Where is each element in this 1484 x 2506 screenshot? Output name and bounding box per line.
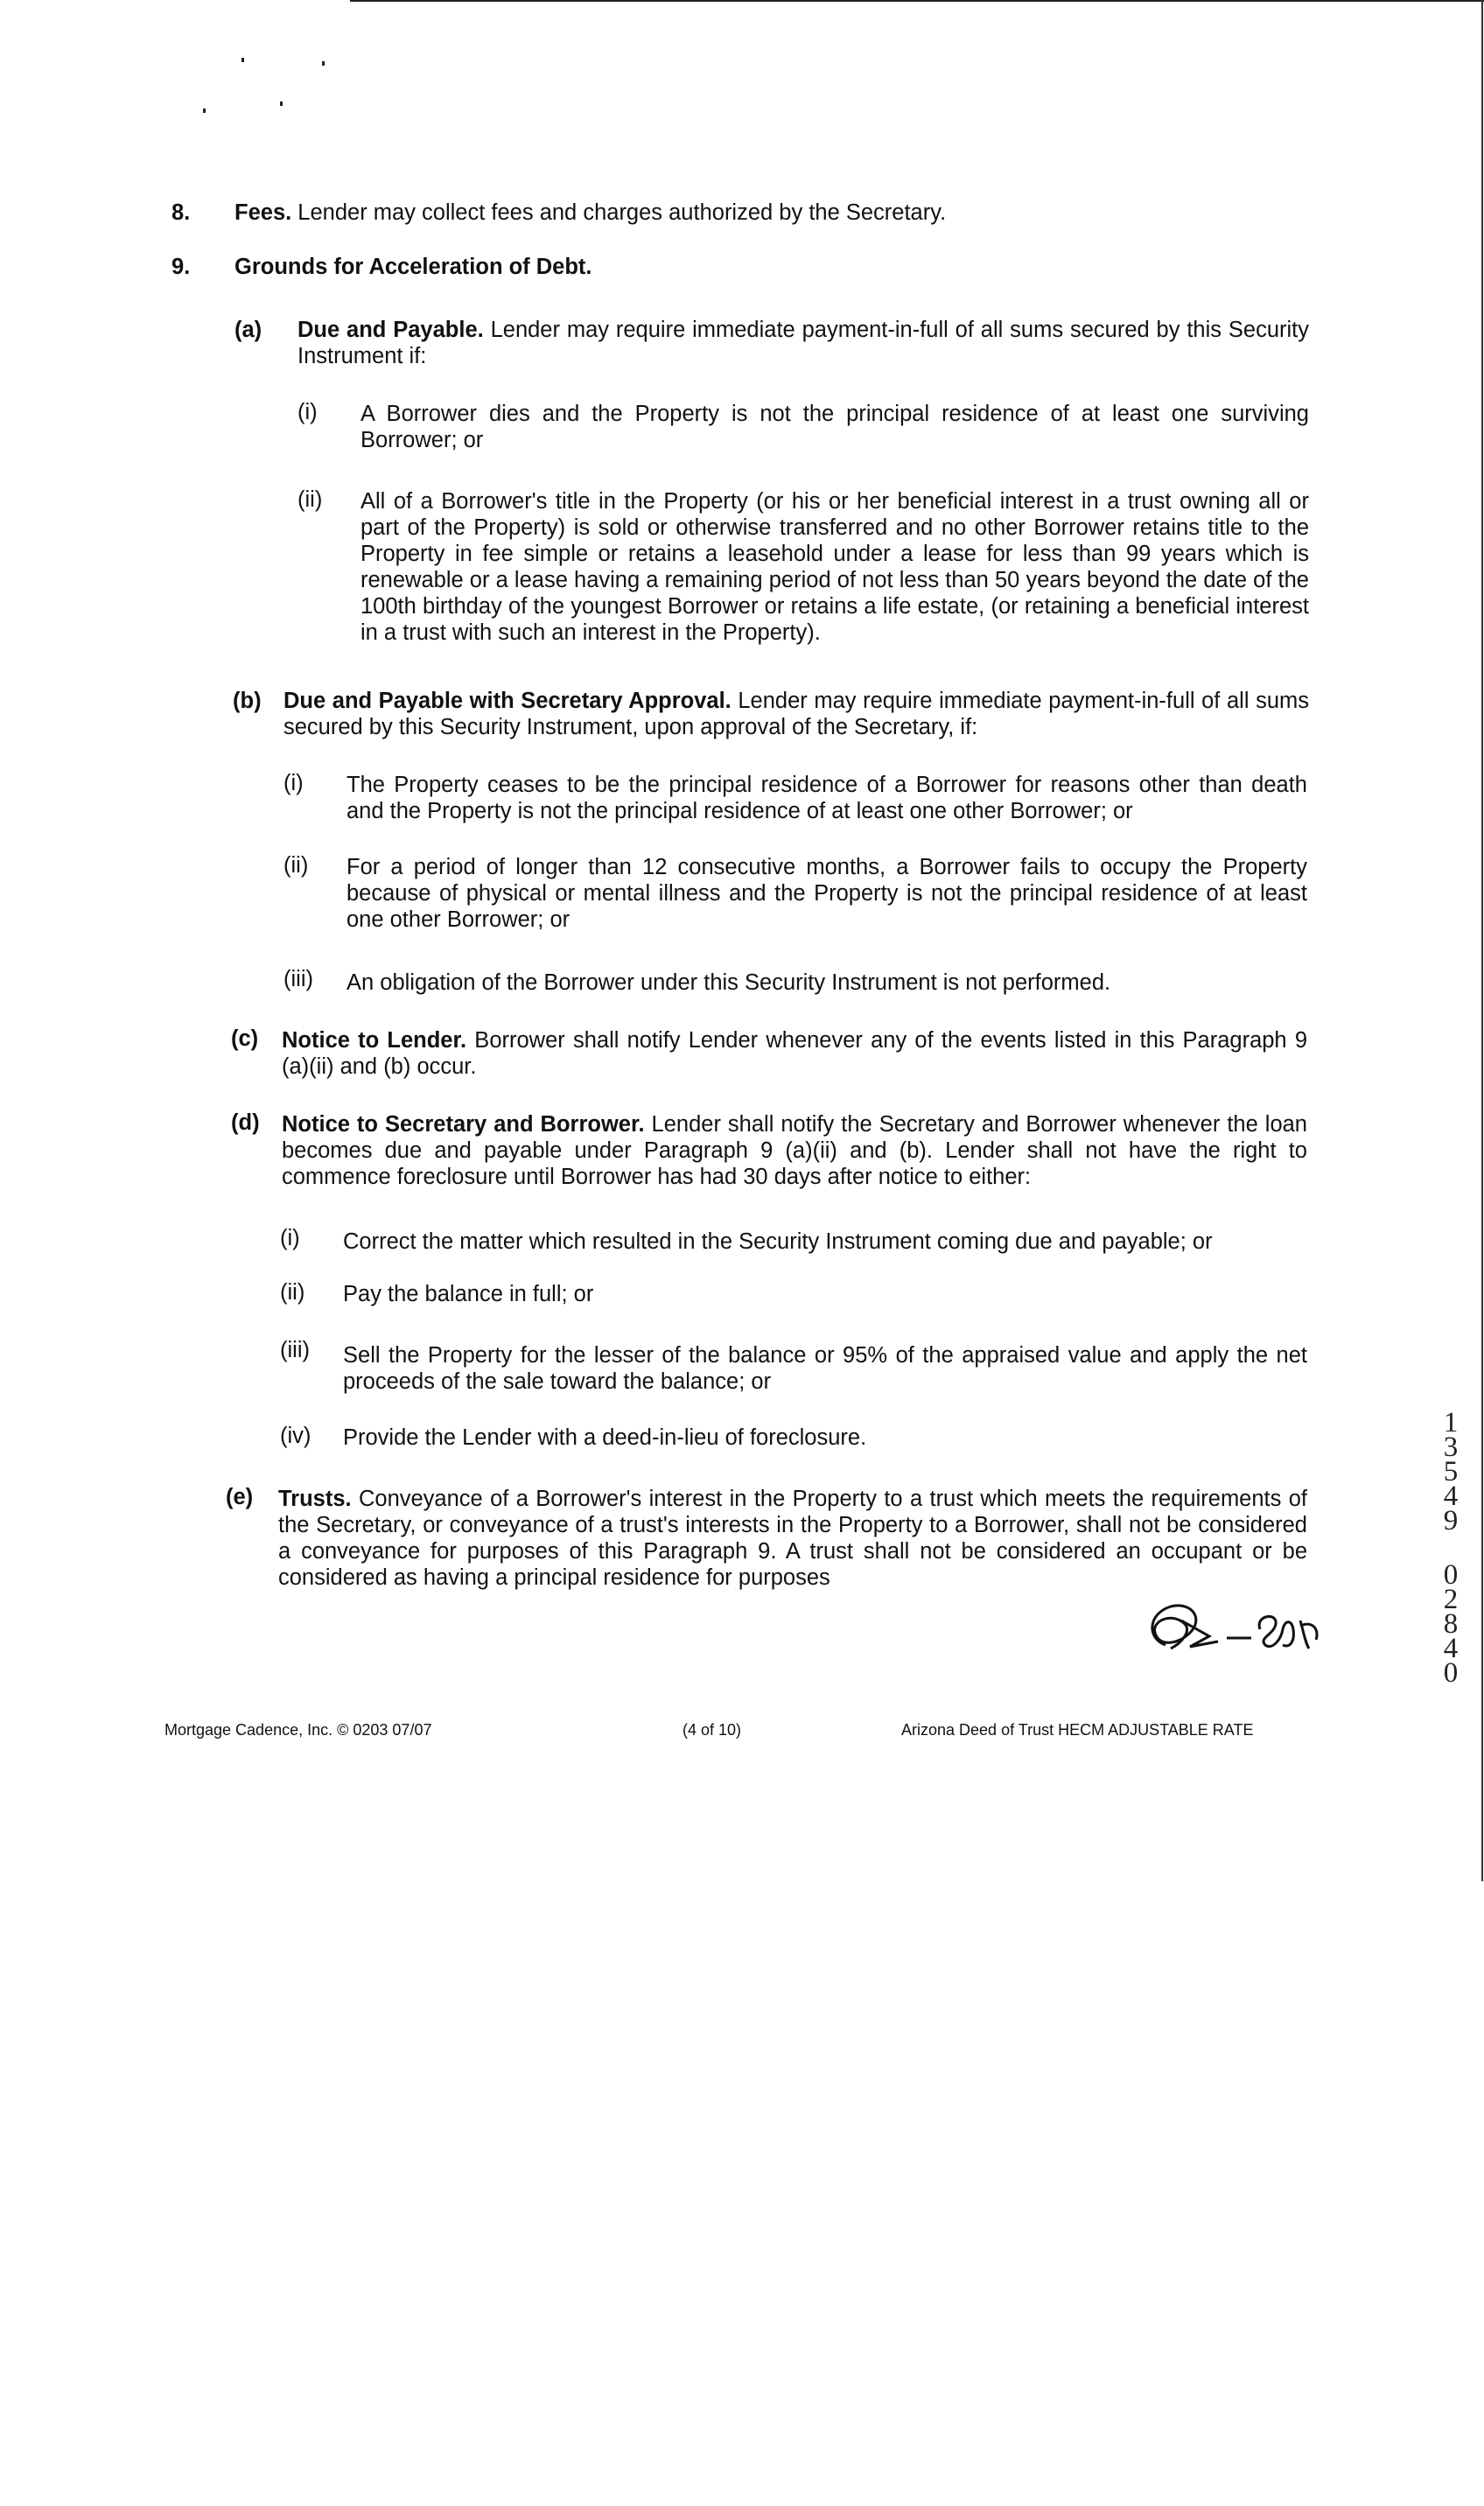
stamp-digit: 2 xyxy=(1443,1584,1459,1615)
clause-b-iii-text: An obligation of the Borrower under this Security Instrument is not performed. xyxy=(346,970,1111,995)
clause-d-iii-text: Sell the Property for the lesser of the balance or 95% of the appraised value and apply the net proceeds of the sale toward the balance; or xyxy=(343,1343,1307,1394)
section-8-title: Fees. xyxy=(234,200,292,225)
clause-b-iii-label: (iii) xyxy=(284,967,313,991)
clause-d-iv-label: (iv) xyxy=(280,1424,312,1448)
signature-stroke-2 xyxy=(1259,1616,1317,1648)
stamp-digit: 3 xyxy=(1443,1432,1459,1463)
clause-d-i-text: Correct the matter which resulted in the Security Instrument coming due and payable; or xyxy=(343,1229,1213,1254)
clause-b-i-label: (i) xyxy=(284,771,304,795)
clause-d-paragraph xyxy=(282,1111,1307,1190)
footer-page-number: (4 of 10) xyxy=(682,1721,742,1739)
clause-c-title: Notice to Lender. xyxy=(282,1028,467,1053)
clause-d-iv-text: Provide the Lender with a deed-in-lieu of foreclosure. xyxy=(343,1425,867,1450)
clause-a-title: Due and Payable. xyxy=(298,318,484,342)
clause-c-label: (c) xyxy=(231,1026,259,1051)
stamp-digit: 9 xyxy=(1443,1505,1459,1536)
clause-a-i-label: (i) xyxy=(298,400,318,424)
clause-b-paragraph xyxy=(284,688,1309,740)
clause-e-title: Trusts. xyxy=(278,1487,352,1511)
clause-a-i-text: A Borrower dies and the Property is not the principal residence of at least one surviving Borrower; or xyxy=(360,402,1309,452)
signature-initials xyxy=(1129,1594,1330,1664)
scan-right-border xyxy=(1481,0,1483,1881)
clause-e-text: Conveyance of a Borrower's interest in the Property to a trust which meets the requirements of the Secretary, or conveyance of a trust's interests in the Property to a Borrower, shall not be considered a conveyance for purposes of this Paragraph 9. A trust shall not be considered an occupant or be considered as having a principal residence for purposes xyxy=(278,1487,1307,1590)
clause-b-text: Lender may require immediate payment-in-full of all sums secured by this Security Instrument, upon approval of the Secretary, if: xyxy=(284,689,1309,739)
clause-b-i-text: The Property ceases to be the principal residence of a Borrower for reasons other than death and the Property is not the principal residence of at least one other Borrower; or xyxy=(346,773,1307,823)
clause-d-iii-label: (iii) xyxy=(280,1338,310,1362)
section-8-paragraph xyxy=(234,200,1320,226)
stamp-digit: 4 xyxy=(1443,1480,1459,1512)
stamp-digit: 5 xyxy=(1443,1456,1459,1488)
clause-b-title: Due and Payable with Secretary Approval. xyxy=(284,689,732,713)
clause-b-ii-text: For a period of longer than 12 consecutive months, a Borrower fails to occupy the Property because of physical or mental illness and the Property is not the principal residence of at least one other Borrower; or xyxy=(346,855,1307,932)
stamp-digit: 0 xyxy=(1443,1657,1459,1689)
stamp-digit: 8 xyxy=(1443,1608,1459,1640)
scan-speck xyxy=(280,102,283,106)
section-8-text: Lender may collect fees and charges authorized by the Secretary. xyxy=(291,200,947,225)
clause-d-text: Lender shall notify the Secretary and Borrower whenever the loan becomes due and payable under Paragraph 9 (a)(ii) and (b). Lender shall not have the right to commence foreclosure until Borrower has had 30 days after notice to either: xyxy=(282,1112,1307,1189)
section-9-title: Grounds for Acceleration of Debt. xyxy=(234,255,592,279)
stamp-part-1 xyxy=(1433,1407,1468,1536)
stamp-digit: 0 xyxy=(1443,1559,1459,1591)
recording-stamp xyxy=(1433,1407,1468,1689)
footer-right: Arizona Deed of Trust HECM ADJUSTABLE RATE xyxy=(901,1721,1254,1739)
clause-b-label: (b) xyxy=(233,689,262,713)
clause-a-label: (a) xyxy=(234,318,262,342)
section-8-number: 8. xyxy=(172,200,191,225)
clause-c-paragraph xyxy=(282,1027,1307,1080)
stamp-digit: 1 xyxy=(1443,1407,1459,1438)
clause-a-ii-label: (ii) xyxy=(298,487,323,512)
stamp-part-2 xyxy=(1433,1559,1468,1689)
clause-d-i-label: (i) xyxy=(280,1226,300,1250)
clause-c-text: Borrower shall notify Lender whenever any of the events listed in this Paragraph 9 (a)(ii) and (b) occur. xyxy=(282,1028,1307,1079)
clause-d-ii-text: Pay the balance in full; or xyxy=(343,1282,594,1306)
stamp-digit: 4 xyxy=(1443,1633,1459,1664)
signature-stroke-1 xyxy=(1152,1606,1251,1648)
clause-b-ii-label: (ii) xyxy=(284,853,309,878)
scan-speck xyxy=(322,61,325,66)
scan-speck xyxy=(203,108,206,113)
clause-d-title: Notice to Secretary and Borrower. xyxy=(282,1112,645,1137)
clause-d-ii-label: (ii) xyxy=(280,1280,305,1305)
clause-e-label: (e) xyxy=(226,1485,254,1509)
clause-a-paragraph xyxy=(298,317,1309,369)
clause-a-ii-text: All of a Borrower's title in the Property (or his or her beneficial interest in a trust owning all or part of the Property) is sold or otherwise transferred and no other Borrower retains title to the Property in fee simple or retains a leasehold under a lease for less than 99 years which is renewable or a lease having a remaining period of not less than 50 years beyond the date of the 100th birthday of the youngest Borrower or retains a life estate, (or retaining a beneficial interest in a trust with such an interest in the Property). xyxy=(360,489,1309,645)
footer-left: Mortgage Cadence, Inc. © 0203 07/07 xyxy=(164,1721,432,1739)
clause-e-paragraph xyxy=(278,1486,1307,1591)
clause-d-label: (d) xyxy=(231,1110,260,1135)
clause-a-text: Lender may require immediate payment-in-full of all sums secured by this Security Instrument if: xyxy=(298,318,1309,368)
section-9-number: 9. xyxy=(172,255,191,279)
scan-speck xyxy=(242,58,244,62)
scan-top-border xyxy=(350,0,1484,2)
